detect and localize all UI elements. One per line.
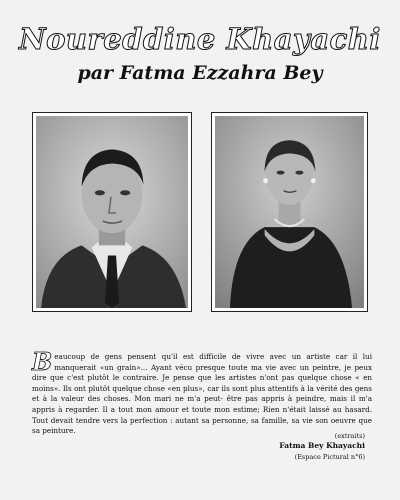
man-portrait-image — [36, 116, 188, 308]
page-subtitle: par Fatma Ezzahra Bey — [77, 62, 323, 84]
portrait-photo-man — [32, 112, 192, 312]
article-text: eaucoup de gens pensent qu'il est difficile de vivre avec un artiste car il lui manquerait «un grain»... Ayant vécu presque toute ma vie avec un peintre, je peux dire que c'est plutôt le contraire. Je pense que les artistes n'ont pas quelque chose « en moins». Ils ont plutôt quelque chose «en plus», car ils sont plus attentifs à la vérité des gens et à la valeur des choses. Mon mari ne m'a peut- être pas appris à peindre, mais il m'a appris à regarder. Il a tout mon amour et toute mon estime; Rien n'était laissé au hasard. Tout devait tendre vers la perfection : autant sa personne, sa famille, sa vie son oeuvre que sa peinture. — [32, 352, 372, 436]
woman-portrait-image — [215, 116, 364, 308]
article-body — [32, 347, 372, 437]
page-title: Noureddine Khayachi — [19, 22, 381, 56]
portrait-photo-woman — [211, 112, 368, 312]
signature-author: Fatma Bey Khayachi — [279, 441, 365, 450]
signature-source: (Espace Pictural n°6) — [294, 453, 365, 461]
extraits-note: (extraits) — [334, 432, 365, 440]
dropcap-letter: B — [32, 347, 53, 376]
